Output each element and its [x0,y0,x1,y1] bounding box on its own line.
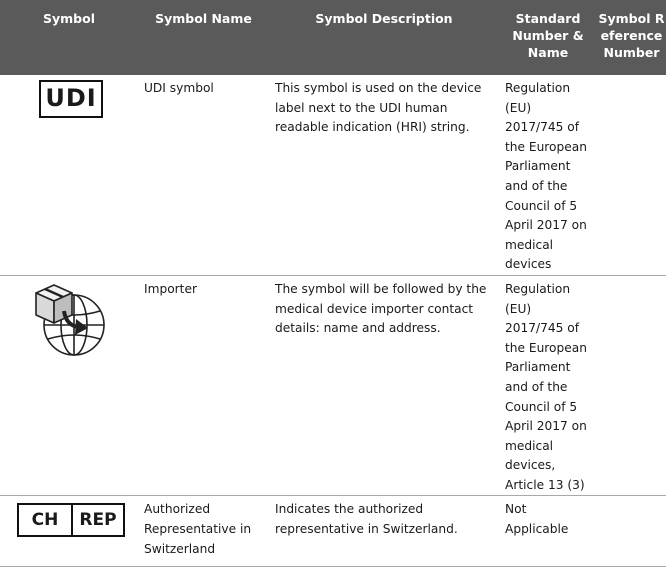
header-standard: Standard Number & Name [499,0,597,75]
ch-rep-symbol [17,503,125,537]
table-row [0,75,666,275]
symbol-name-cell: UDI symbol [138,75,269,275]
table-header [0,0,666,75]
symbol-name-cell: Importer [138,275,269,496]
standard-cell: Regulation (EU) 2017/745 of the European Parliament and of the Council of 5 April 2017 on medical devices [499,75,597,275]
header-reference: Symbol Reference Number [597,0,666,75]
reference-cell [597,496,666,567]
reference-cell [597,275,666,496]
standard-cell: Regulation (EU) 2017/745 of the European Parliament and of the Council of 5 April 2017 on medical devices, Article 13 (3) [499,275,597,496]
header-symbol-description: Symbol Description [269,0,499,75]
symbol-description-cell: The symbol will be followed by the medical device importer contact details: name and address. [269,275,499,496]
symbol-cell [0,75,138,275]
header-row [0,0,666,75]
table-row [0,275,666,496]
symbol-description-cell: This symbol is used on the device label next to the UDI human readable indication (HRI) string. [269,75,499,275]
symbol-name-cell: Authorized Representative in Switzerland [138,496,269,567]
symbol-cell [0,275,138,496]
importer-box-globe-icon [30,281,110,357]
header-symbol-name: Symbol Name [138,0,269,75]
table-row [0,496,666,567]
udi-symbol: UDI [39,80,103,118]
ch-rep-country: CH [19,505,73,535]
reference-cell [597,75,666,275]
standard-cell: Not Applicable [499,496,597,567]
ch-rep-label: REP [79,509,117,530]
header-symbol: Symbol [0,0,138,75]
symbol-cell [0,496,138,567]
symbol-description-cell: Indicates the authorized representative in Switzerland. [269,496,499,567]
